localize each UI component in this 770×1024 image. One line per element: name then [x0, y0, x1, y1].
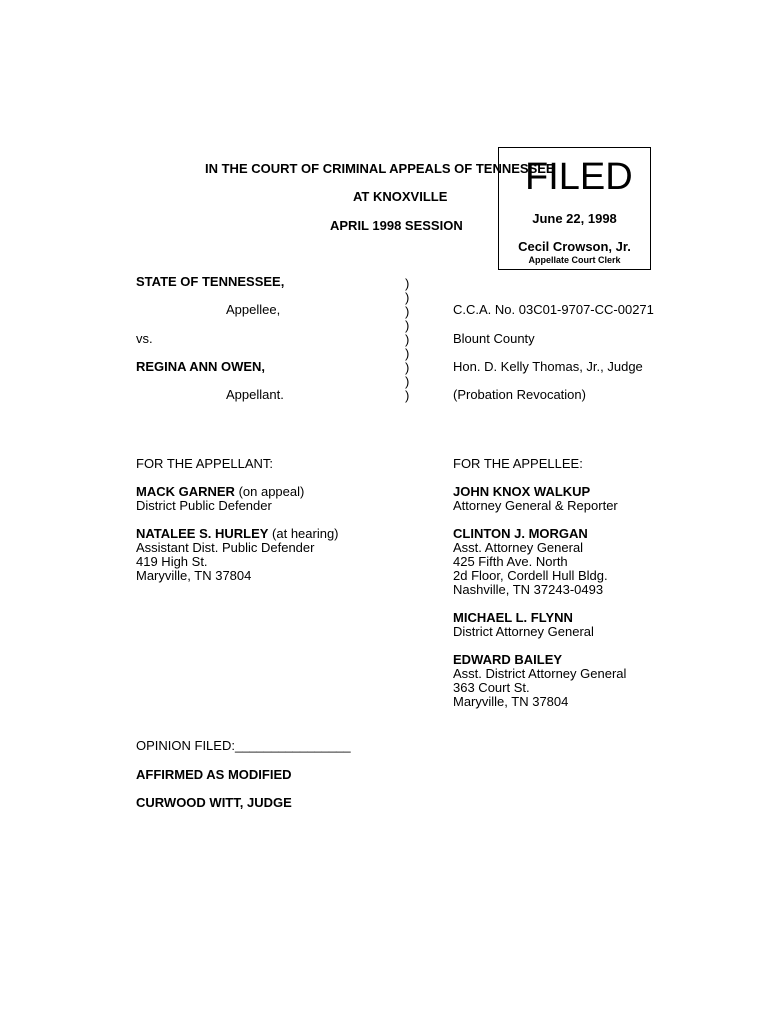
caption-paren: ) [405, 346, 410, 361]
versus-label: vs. [136, 331, 153, 346]
opinion-filed-line: OPINION FILED:________________ [136, 738, 351, 753]
case-number: C.C.A. No. 03C01-9707-CC-00271 [453, 302, 654, 317]
attorney-name: CLINTON J. MORGAN [453, 526, 588, 541]
appellant-counsel [136, 457, 339, 583]
filed-stamp [498, 147, 651, 270]
attorney-address: 2d Floor, Cordell Hull Bldg. [453, 568, 608, 583]
court-title: IN THE COURT OF CRIMINAL APPEALS OF TENNESSEE [205, 161, 555, 176]
county: Blount County [453, 331, 535, 346]
filed-date: June 22, 1998 [532, 211, 617, 226]
caption-paren: ) [405, 374, 410, 389]
appellant-role: Appellant. [226, 387, 284, 402]
appellant-party: REGINA ANN OWEN, [136, 359, 266, 374]
attorney-note: (at hearing) [268, 526, 339, 541]
attorney-title: Asst. District Attorney General [453, 666, 627, 681]
clerk-name: Cecil Crowson, Jr. [518, 239, 631, 254]
attorney-name: JOHN KNOX WALKUP [453, 484, 591, 499]
appellee-party: STATE OF TENNESSEE, [136, 274, 285, 289]
appellant-counsel-heading: FOR THE APPELLANT: [136, 456, 274, 471]
court-session: APRIL 1998 SESSION [330, 218, 463, 233]
caption-paren: ) [405, 276, 410, 291]
attorney-address: Nashville, TN 37243-0493 [453, 582, 604, 597]
caption-paren: ) [405, 360, 410, 375]
caption-paren: ) [405, 318, 410, 333]
attorney-name: MICHAEL L. FLYNN [453, 610, 573, 625]
appellee-role: Appellee, [226, 302, 281, 317]
attorney-name: NATALEE S. HURLEY [136, 526, 269, 541]
appellant-attorney-2 [136, 527, 339, 541]
attorney-name: MACK GARNER [136, 484, 235, 499]
attorney-address: 425 Fifth Ave. North [453, 554, 568, 569]
filed-label: FILED [525, 156, 633, 198]
attorney-title: District Attorney General [453, 624, 594, 639]
opinion-author: CURWOOD WITT, JUDGE [136, 795, 292, 810]
trial-judge: Hon. D. Kelly Thomas, Jr., Judge [453, 359, 643, 374]
disposition: AFFIRMED AS MODIFIED [136, 767, 292, 782]
caption-paren: ) [405, 290, 410, 305]
attorney-name: EDWARD BAILEY [453, 652, 563, 667]
case-nature: (Probation Revocation) [453, 387, 586, 402]
caption-paren: ) [405, 304, 410, 319]
attorney-title: District Public Defender [136, 498, 272, 513]
appellant-attorney-1 [136, 485, 339, 499]
attorney-title: Asst. Attorney General [453, 540, 584, 555]
attorney-address: 419 High St. [136, 554, 208, 569]
appellee-counsel-heading: FOR THE APPELLEE: [453, 456, 583, 471]
attorney-note: (on appeal) [234, 484, 305, 499]
attorney-address: Maryville, TN 37804 [453, 694, 569, 709]
caption-paren: ) [405, 388, 410, 403]
attorney-address: 363 Court St. [453, 680, 530, 695]
appellee-counsel [453, 457, 626, 709]
caption-paren: ) [405, 332, 410, 347]
attorney-address: Maryville, TN 37804 [136, 568, 252, 583]
clerk-title: Appellate Court Clerk [528, 255, 621, 265]
attorney-title: Assistant Dist. Public Defender [136, 540, 315, 555]
court-location: AT KNOXVILLE [353, 189, 448, 204]
attorney-title: Attorney General & Reporter [453, 498, 618, 513]
